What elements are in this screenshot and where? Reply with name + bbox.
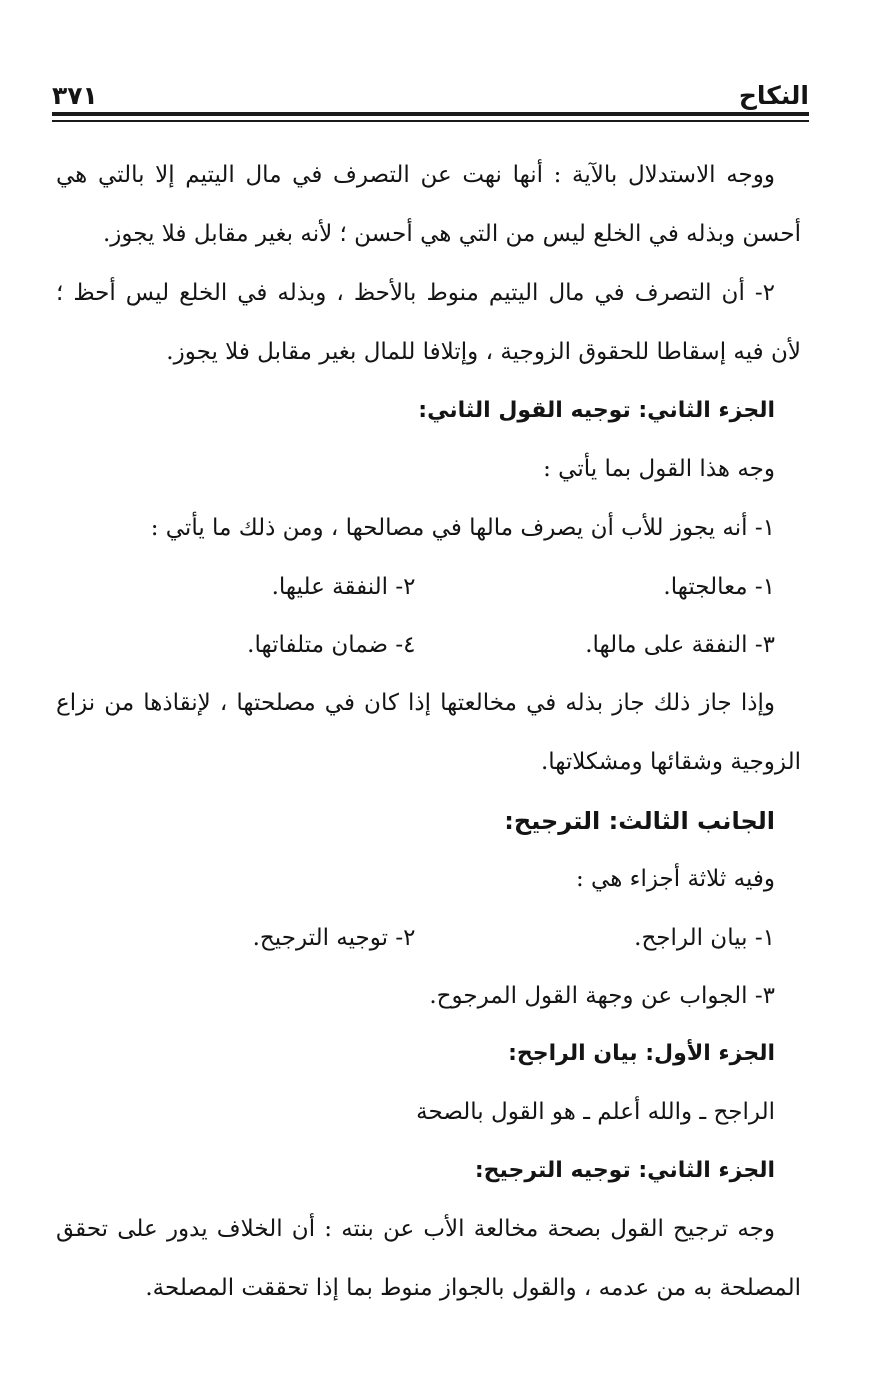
paragraph-line: الراجح ـ والله أعلم ـ هو القول بالصحة — [416, 1099, 775, 1125]
section-heading: الجزء الأول: بيان الراجح: — [508, 1041, 775, 1066]
list-item: ١- معالجتها. — [663, 574, 775, 600]
paragraph-line: المصلحة به من عدمه ، والقول بالجواز منوط بما إذا تحققت المصلحة. — [145, 1275, 801, 1301]
page-number: ٣٧١ — [52, 81, 98, 110]
page-body — [56, 146, 801, 1318]
section-heading: الجزء الثاني: توجيه الترجيح: — [474, 1158, 775, 1183]
paragraph-line: وجه هذا القول بما يأتي : — [543, 456, 775, 482]
header-rule-thin — [52, 120, 809, 122]
paragraph-line: ٢- أن التصرف في مال اليتيم منوط بالأحظ ، وبذله في الخلع ليس أحظ ؛ — [56, 280, 775, 306]
list-row — [56, 909, 801, 967]
paragraph-line: ١- أنه يجوز للأب أن يصرف مالها في مصالحها ، ومن ذلك ما يأتي : — [150, 515, 775, 541]
list-item: ٢- النفقة عليها. — [271, 574, 416, 600]
section-heading: الجزء الثاني: توجيه القول الثاني: — [418, 398, 775, 423]
paragraph-line: وجه ترجيح القول بصحة مخالعة الأب عن بنته : أن الخلاف يدور على تحقق — [56, 1216, 775, 1242]
running-title: النكاح — [738, 81, 809, 110]
list-item: ٣- الجواب عن وجهة القول المرجوح. — [429, 983, 775, 1009]
paragraph-line: الزوجية وشقائها ومشكلاتها. — [540, 749, 801, 775]
paragraph-line: وفيه ثلاثة أجزاء هي : — [575, 866, 775, 892]
paragraph-line: وإذا جاز ذلك جاز بذله في مخالعتها إذا كان في مصلحتها ، لإنقاذها من نزاع — [56, 690, 775, 716]
list-item: ٣- النفقة على مالها. — [585, 632, 775, 658]
list-row — [56, 558, 801, 616]
section-heading: الجانب الثالث: الترجيح: — [504, 807, 775, 835]
list-item: ٢- توجيه الترجيح. — [252, 925, 416, 951]
list-row — [56, 967, 801, 1025]
page-header — [52, 64, 809, 114]
header-rule-thick — [52, 112, 809, 116]
list-item: ٤- ضمان متلفاتها. — [247, 632, 416, 658]
list-item: ١- بيان الراجح. — [634, 925, 775, 951]
paragraph-line: لأن فيه إسقاطا للحقوق الزوجية ، وإتلافا للمال بغير مقابل فلا يجوز. — [166, 339, 801, 365]
list-row — [56, 616, 801, 674]
paragraph-line: أحسن وبذله في الخلع ليس من التي هي أحسن ؛ لأنه بغير مقابل فلا يجوز. — [102, 221, 801, 247]
paragraph-line: ووجه الاستدلال بالآية : أنها نهت عن التصرف في مال اليتيم إلا بالتي هي — [56, 162, 775, 188]
